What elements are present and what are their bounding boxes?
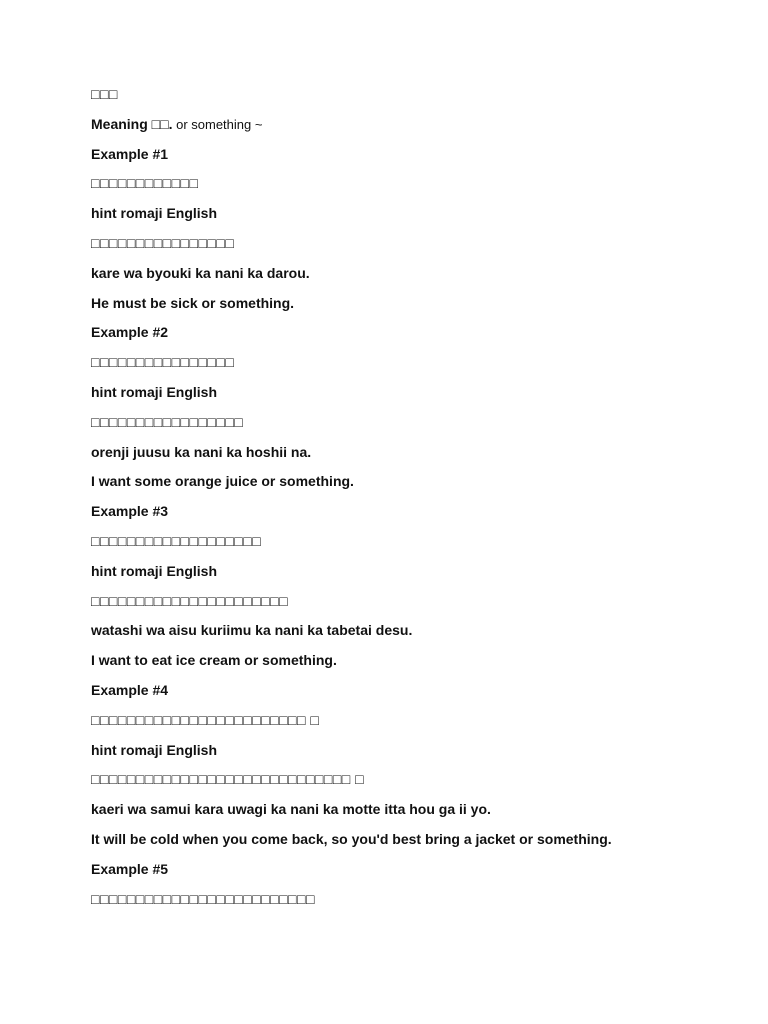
example-2	[91, 322, 711, 501]
example-hint-toggles[interactable]: hint romaji English	[91, 741, 218, 758]
example-kana: □□□□□□□□□□□□□□□□□	[91, 413, 244, 430]
example-english: I want to eat ice cream or something.	[91, 652, 337, 669]
example-heading: Example #1	[91, 145, 169, 162]
example-japanese: □□□□□□□□□□□□□□□□□□□□□□□□□	[91, 890, 315, 907]
example-english: He must be sick or something.	[91, 294, 295, 311]
example-heading: Example #5	[91, 860, 169, 877]
meaning-label: Meaning □□.	[91, 115, 173, 132]
example-japanese: □□□□□□□□□□□□□□□□□□□	[91, 532, 262, 549]
example-heading: Example #2	[91, 324, 169, 341]
example-5	[91, 859, 711, 919]
example-romaji: orenji juusu ka nani ka hoshii na.	[91, 443, 312, 460]
example-romaji: watashi wa aisu kuriimu ka nani ka tabetai desu.	[91, 622, 413, 639]
example-hint-toggles[interactable]: hint romaji English	[91, 383, 218, 400]
grammar-title: □□□	[91, 86, 118, 102]
example-english: It will be cold when you come back, so you'd best bring a jacket or something.	[91, 830, 612, 847]
meaning-text: or something ~	[172, 116, 263, 132]
example-heading: Example #4	[91, 681, 169, 698]
example-english: I want some orange juice or something.	[91, 473, 354, 490]
example-hint-toggles[interactable]: hint romaji English	[91, 205, 218, 222]
example-romaji: kare wa byouki ka nani ka darou.	[91, 264, 310, 281]
example-japanese: □□□□□□□□□□□□□□□□	[91, 354, 235, 371]
meaning-line	[91, 114, 711, 144]
document-page	[91, 84, 711, 918]
example-heading: Example #3	[91, 503, 169, 520]
example-japanese: □□□□□□□□□□□□	[91, 175, 199, 192]
example-hint-toggles[interactable]: hint romaji English	[91, 562, 218, 579]
example-kana: □□□□□□□□□□□□□□□□	[91, 234, 235, 251]
example-3	[91, 501, 711, 680]
example-romaji: kaeri wa samui kara uwagi ka nani ka motte itta hou ga ii yo.	[91, 801, 491, 818]
example-japanese: □□□□□□□□□□□□□□□□□□□□□□□□ □	[91, 711, 320, 728]
example-kana: □□□□□□□□□□□□□□□□□□□□□□□□□□□□□ □	[91, 771, 365, 788]
example-kana: □□□□□□□□□□□□□□□□□□□□□□	[91, 592, 289, 609]
example-1	[91, 144, 711, 323]
example-4	[91, 680, 711, 859]
